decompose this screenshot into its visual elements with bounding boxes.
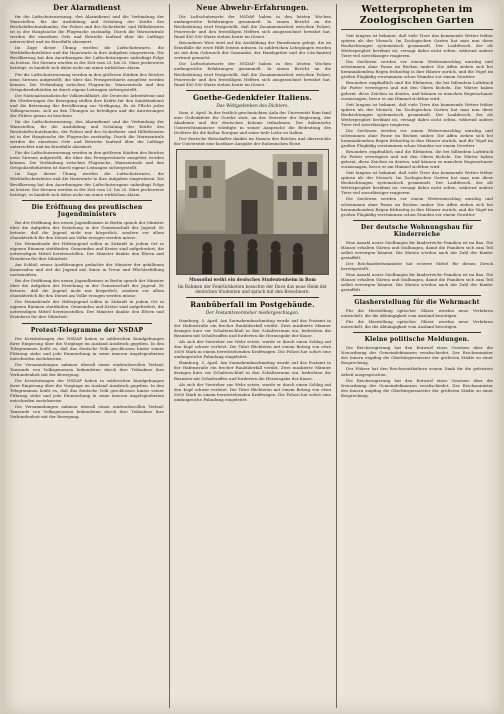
article-paragraph: Bei der Eröffnung des neuen Jugendheimes in Berlin sprach der Minister über die Aufgaben der Erziehung in der Gemeinschaft der Jugend. Er betonte, daß die Jugend nicht nur körperlich, sondern vor allem charakterlich für den Dienst am Volke erzogen werden müsse.: [10, 219, 164, 240]
article-headline: Wetterpropheten im Zoologischen Garten: [359, 4, 475, 26]
article-headline: Der Alarmdienst: [53, 3, 121, 12]
article-paragraph: Eine Anzahl neuer Siedlungen für kinderreiche Familien ist im Bau. Die Häuser erhalten Gärten und Stallungen, damit die Familien sich zum Teil selbst versorgen können. Die Mieten werden nach der Zahl der Kinder gestaffelt.: [341, 271, 493, 293]
divider: [353, 295, 481, 296]
article-paragraph: Die Heimabende der Hitlerjugend sollen in Zukunft in jedem Ort in eigenen Räumen stattfinden. Gemeinden und Kreise sind aufgefordert, die notwendigen Mittel bereitzustellen. Der Minister dankte den Eltern und Erziehern für ihre Mitarbeit.: [10, 240, 164, 261]
article-paragraph: Die Luftschutzwarte der NSDAP haben in den letzten Wochen umfangreiche Erfahrungen gesammelt. In einem Bericht an die Reichsleitung wird festgestellt, daß die Zusammenarbeit zwischen Polizei, Feuerwehr und den freiwilligen Helfern sich ausgezeichnet bewährt hat. Rund 450 000 Warte stehen heute im Dienst.: [174, 61, 331, 87]
article-paragraph: Im Zuge dieser Übung werden die Luftschutzwarte, die Werkluftschutzleiter und die Hauswarte in ihre Aufgaben eingewiesen. Die Bevölkerung hat den Anordnungen der Luftschutzorgane unbedingt Folge zu leisten. Die Sirenen werden in der Zeit vom 23. bis 25. März probeweise betätigt; es handelt sich dabei nicht um einen wirklichen Alarm.: [10, 45, 164, 71]
article-paragraph: Als sich der Vorsteher zur Wehr setzte, wurde er durch einen Schlag auf den Kopf schwer verletzt. Die Täter flüchteten mit einem Betrag von etwa 3000 Mark in einem bereitstehenden Kraftwagen. Die Polizei hat sofort eine umfangreiche Fahndung eingeleitet.: [174, 381, 331, 402]
article-paragraph: Für die Herstellung optischer Gläser wurden neue Verfahren entwickelt, die die Abhängigkeit vom Ausland beseitigen.: [341, 319, 493, 330]
article-paragraph: Hamburg, 5. April. Am Sonnabendnachmittag wurde auf das Postamt in der Hafenstraße ein frecher Raubüberfall verübt. Zwei maskierte Männer drangen kurz vor Schalterschluß in den Schalterraum ein, bedrohten die Beamten mit Schußwaffen und forderten die Herausgabe der Kasse.: [174, 360, 331, 381]
article-paragraph: Besonderer Wert wird auf die Ausbildung der Hausfrauen gelegt, die im Ernstfalle die erste Hilfe leisten müssen. In zahlreichen Lehrgängen wurden sie mit dem Gebrauch der Gasmaske, der Handspritze und der Löschmittel vertraut gemacht.: [174, 40, 331, 61]
article-paragraph: Am Schluß seiner Ausführungen gedachte der Minister der gefallenen Kameraden und rief die Jugend auf, ihnen in Treue und Pflichterfüllung nachzueifern.: [10, 262, 164, 278]
article-headline: Raubüberfall im Postgebäude.: [190, 300, 315, 310]
article-paragraph: Die Nationalsozialistische Volkswohlfahrt, die Deutsche Arbeitsfront und die Gliederungen der Bewegung stellen ihre Kräfte für den Sanitätsdienst und die Betreuung der Bevölkerung zur Verfügung. Es ist Pflicht jedes Volksgenossen, sich an den Übungen zu beteiligen und die Anweisungen der Führer genau zu beachten.: [10, 92, 164, 118]
article-paragraph: Seit langem ist bekannt, daß viele Tiere das kommende Wetter früher spüren als der Mensch. Im Zoologischen Garten hat man nun diese Beobachtungen systematisch gesammelt. Der Laubfrosch, der als Wetterprophet berühmt ist, versagt dabei nicht selten, während andere Tiere viel zuverlässiger reagieren.: [341, 101, 493, 127]
article-paragraph: Der Reichsarbeitsminister hat weitere Mittel für diesen Zweck bereitgestellt.: [341, 260, 493, 271]
article-paragraph: Im Zuge dieser Übung werden die Luftschutzwarte, die Werkluftschutzleiter und die Hauswarte in ihre Aufgaben eingewiesen. Die Bevölkerung hat den Anordnungen der Luftschutzorgane unbedingt Folge zu leisten. Die Sirenen werden in der Zeit vom 23. bis 25. März probeweise betätigt; es handelt sich dabei nicht um einen wirklichen Alarm.: [10, 171, 164, 197]
article-headline: Goethe-Gedenkfeier Italiens.: [192, 92, 313, 102]
article-paragraph: Die Kreisleitungen der NSDAP haben in zahlreichen Kundgebungen ihrer Empörung über die Vorgänge im Ausland Ausdruck gegeben. In den Telegrammen heißt es, daß das deutsche Volk geschlossen hinter seiner Führung stehe und jede Einmischung in seine inneren Angelegenheiten entschieden zurückweise.: [10, 377, 164, 404]
article-paragraph: Besonders empfindlich sind die Elefanten, die bei fallendem Luftdruck ihr Futter verweigern und mit den Ohren fächeln. Die Wärter haben gelernt, diese Zeichen zu deuten, und können so manchen Regenschauer voraussagen, bevor er am Himmel sichtbar wird.: [341, 149, 493, 170]
left-column: [10, 2, 164, 710]
divider: [186, 90, 319, 91]
article-paragraph: Die Versammlungen nahmen überall einen eindrucksvollen Verlauf. Tausende von Volksgenossen bekundeten durch ihre Teilnahme ihre Verbundenheit mit der Bewegung.: [10, 361, 164, 377]
article-paragraph: Die Seelöwen werden vor einem Wetterumschlag unruhig und schwimmen ohne Pause im Becken umher. Die Affen ziehen sich bei herannahendem Regen frühzeitig in ihre Häuser zurück, und die Vögel im großen Flugkäfig verstummen schon Stunden vor einem Gewitter.: [341, 127, 493, 148]
article-headline: Der deutsche Wohnungsbau für Kinderreiche: [360, 223, 474, 238]
article-paragraph: Hamburg, 5. April. Am Sonnabendnachmittag wurde auf das Postamt in der Hafenstraße ein frecher Raubüberfall verübt. Zwei maskierte Männer drangen kurz vor Schalterschluß in den Schalterraum ein, bedrohten die Beamten mit Schußwaffen und forderten die Herausgabe der Kasse.: [174, 317, 331, 339]
article-paragraph: Die Reichsregierung hat den Entwurf eines Gesetzes über die Neuordnung der Gemeindefinanzen verabschiedet. Der Reichsminister des Innern empfing die Oberbürgermeister der größeren Städte zu einer Besprechung.: [341, 377, 493, 398]
divider: [353, 332, 481, 333]
right-column: [341, 2, 493, 710]
article-paragraph: für die Luftschutzwarnung, den Alarmdienst und die Verbindung der Warnstellen, für die Ausbildung und Schulung der Kräfte des Reichsluftschutzbundes, der Polizei und des Sicherheits- und Hilfsdienstes ist in der Hauptsache die Flugwache zuständig. Durch die Warnzentrale werden die einzelnen Orte und Betriebe laufend über die Luftlage unterrichtet und im Ernstfalle alarmiert.: [10, 14, 164, 45]
article-paragraph: Die Seelöwen werden vor einem Wetterumschlag unruhig und schwimmen ohne Pause im Becken umher. Die Affen ziehen sich bei herannahendem Regen frühzeitig in ihre Häuser zurück, und die Vögel im großen Flugkäfig verstummen schon Stunden vor einem Gewitter.: [341, 196, 493, 217]
article-paragraph: Eine Anzahl neuer Siedlungen für kinderreiche Familien ist im Bau. Die Häuser erhalten Gärten und Stallungen, damit die Familien sich zum Teil selbst versorgen können. Die Mieten werden nach der Zahl der Kinder gestaffelt.: [341, 239, 493, 260]
article-subheadline: Der Postamtsvorsteher niedergeschlagen.: [205, 311, 300, 317]
divider: [186, 297, 319, 298]
divider: [341, 29, 493, 30]
article-headline: Die Eröffnung des preußischen Jugendministers: [31, 203, 143, 218]
article-paragraph: Die Reichsregierung hat den Entwurf eines Gesetzes über die Neuordnung der Gemeindefinanzen verabschiedet. Der Reichsminister des Innern empfing die Oberbürgermeister der größeren Städte zu einer Besprechung.: [341, 345, 493, 366]
article-paragraph: Rom, 6. April. In der festlich geschmückten Aula der Universität Rom fand eine Gedenkfeier für Goethe statt, an der Vertreter der Regierung, der Akademie und der deutschen Kolonie teilnahmen. Der italienische Unterrichtsminister würdigte in seiner Ansprache die Bedeutung des Dichters für die Kultur Europas und seine tiefe Liebe zu Italien.: [174, 110, 331, 136]
article-headline: Glasherstellung für die Wehrmacht: [354, 299, 480, 307]
middle-column: [174, 2, 331, 710]
article-paragraph: Für die Luftschutzwarnung werden in den größeren Städten des Reiches neue Sirenen aufgestellt, die über das Fernsprechnetz ausgelöst werden können. Die Verbindung zwischen Flugwache, Warnzentrale und den Ortspolizeibehörden ist durch eigene Leitungen sichergestellt.: [10, 150, 164, 171]
article-paragraph: Für die Luftschutzwarnung werden in den größeren Städten des Reiches neue Sirenen aufgestellt, die über das Fernsprechnetz ausgelöst werden können. Die Verbindung zwischen Flugwache, Warnzentrale und den Ortspolizeibehörden ist durch eigene Leitungen sichergestellt.: [10, 71, 164, 92]
article-paragraph: Seit langem ist bekannt, daß viele Tiere das kommende Wetter früher spüren als der Mensch. Im Zoologischen Garten hat man nun diese Beobachtungen systematisch gesammelt. Der Laubfrosch, der als Wetterprophet berühmt ist, versagt dabei nicht selten, während andere Tiere viel zuverlässiger reagieren.: [341, 170, 493, 196]
article-paragraph: Die Seelöwen werden vor einem Wetterumschlag unruhig und schwimmen ohne Pause im Becken umher. Die Affen ziehen sich bei herannahendem Regen frühzeitig in ihre Häuser zurück, und die Vögel im großen Flugkäfig verstummen schon Stunden vor einem Gewitter.: [341, 59, 493, 80]
column-divider: [169, 4, 170, 708]
article-headline: Kleine politische Meldungen.: [364, 336, 470, 344]
article-paragraph: Der Führer hat den Reichsstatthaltern seinen Dank für die geleistete Arbeit ausgesprochen.: [341, 366, 493, 377]
article-subheadline: Das Weltgedenken des Dichters.: [216, 103, 289, 109]
photo-caption: Mussolini weiht ein deutsches Studentenheim in Rom: [189, 277, 316, 283]
article-paragraph: Der deutsche Botschafter dankte im Namen des Reiches und überreichte der Universität eine kostbare Ausgabe der Italienischen Reise.: [174, 136, 331, 147]
photo-illustration: [177, 150, 328, 274]
article-paragraph: für die Luftschutzwarnung, den Alarmdienst und die Verbindung der Warnstellen, für die Ausbildung und Schulung der Kräfte des Reichsluftschutzbundes, der Polizei und des Sicherheits- und Hilfsdienstes ist in der Hauptsache die Flugwache zuständig. Durch die Warnzentrale werden die einzelnen Orte und Betriebe laufend über die Luftlage unterrichtet und im Ernstfalle alarmiert.: [10, 118, 164, 150]
divider: [353, 220, 481, 221]
article-paragraph: Als sich der Vorsteher zur Wehr setzte, wurde er durch einen Schlag auf den Kopf schwer verletzt. Die Täter flüchteten mit einem Betrag von etwa 3000 Mark in einem bereitstehenden Kraftwagen. Die Polizei hat sofort eine umfangreiche Fahndung eingeleitet.: [174, 339, 331, 360]
article-paragraph: Bei der Eröffnung des neuen Jugendheimes in Berlin sprach der Minister über die Aufgaben der Erziehung in der Gemeinschaft der Jugend. Er betonte, daß die Jugend nicht nur körperlich, sondern vor allem charakterlich für den Dienst am Volke erzogen werden müsse.: [10, 278, 164, 299]
article-headline: Neue Abwehr-Erfahrungen.: [196, 3, 309, 12]
newspaper-page: [6, 0, 500, 714]
photo-subcaption: Im Rahmen der Feierlichkeiten besuchte der Duce das neue Heim der deutschen Studenten und sprach mit den Bewohnern.: [177, 284, 328, 295]
divider: [22, 200, 152, 201]
article-paragraph: Besonders empfindlich sind die Elefanten, die bei fallendem Luftdruck ihr Futter verweigern und mit den Ohren fächeln. Die Wärter haben gelernt, diese Zeichen zu deuten, und können so manchen Regenschauer voraussagen, bevor er am Himmel sichtbar wird.: [341, 80, 493, 101]
news-photo: [176, 149, 329, 275]
article-paragraph: Seit langem ist bekannt, daß viele Tiere das kommende Wetter früher spüren als der Mensch. Im Zoologischen Garten hat man nun diese Beobachtungen systematisch gesammelt. Der Laubfrosch, der als Wetterprophet berühmt ist, versagt dabei nicht selten, während andere Tiere viel zuverlässiger reagieren.: [341, 33, 493, 59]
divider: [22, 323, 152, 324]
article-paragraph: Für die Herstellung optischer Gläser wurden neue Verfahren entwickelt, die die Abhängigkeit vom Ausland beseitigen.: [341, 308, 493, 319]
article-paragraph: Die Kreisleitungen der NSDAP haben in zahlreichen Kundgebungen ihrer Empörung über die Vorgänge im Ausland Ausdruck gegeben. In den Telegrammen heißt es, daß das deutsche Volk geschlossen hinter seiner Führung stehe und jede Einmischung in seine inneren Angelegenheiten entschieden zurückweise.: [10, 335, 164, 361]
article-headline: Protest-Telegramme der NSDAP: [30, 326, 144, 334]
article-paragraph: Die Luftschutzwarte der NSDAP haben in den letzten Wochen umfangreiche Erfahrungen gesammelt. In einem Bericht an die Reichsleitung wird festgestellt, daß die Zusammenarbeit zwischen Polizei, Feuerwehr und den freiwilligen Helfern sich ausgezeichnet bewährt hat. Rund 450 000 Warte stehen heute im Dienst.: [174, 14, 331, 40]
column-divider: [336, 4, 337, 708]
article-paragraph: Die Heimabende der Hitlerjugend sollen in Zukunft in jedem Ort in eigenen Räumen stattfinden. Gemeinden und Kreise sind aufgefordert, die notwendigen Mittel bereitzustellen. Der Minister dankte den Eltern und Erziehern für ihre Mitarbeit.: [10, 299, 164, 320]
article-paragraph: Die Versammlungen nahmen überall einen eindrucksvollen Verlauf. Tausende von Volksgenossen bekundeten durch ihre Teilnahme ihre Verbundenheit mit der Bewegung.: [10, 404, 164, 420]
